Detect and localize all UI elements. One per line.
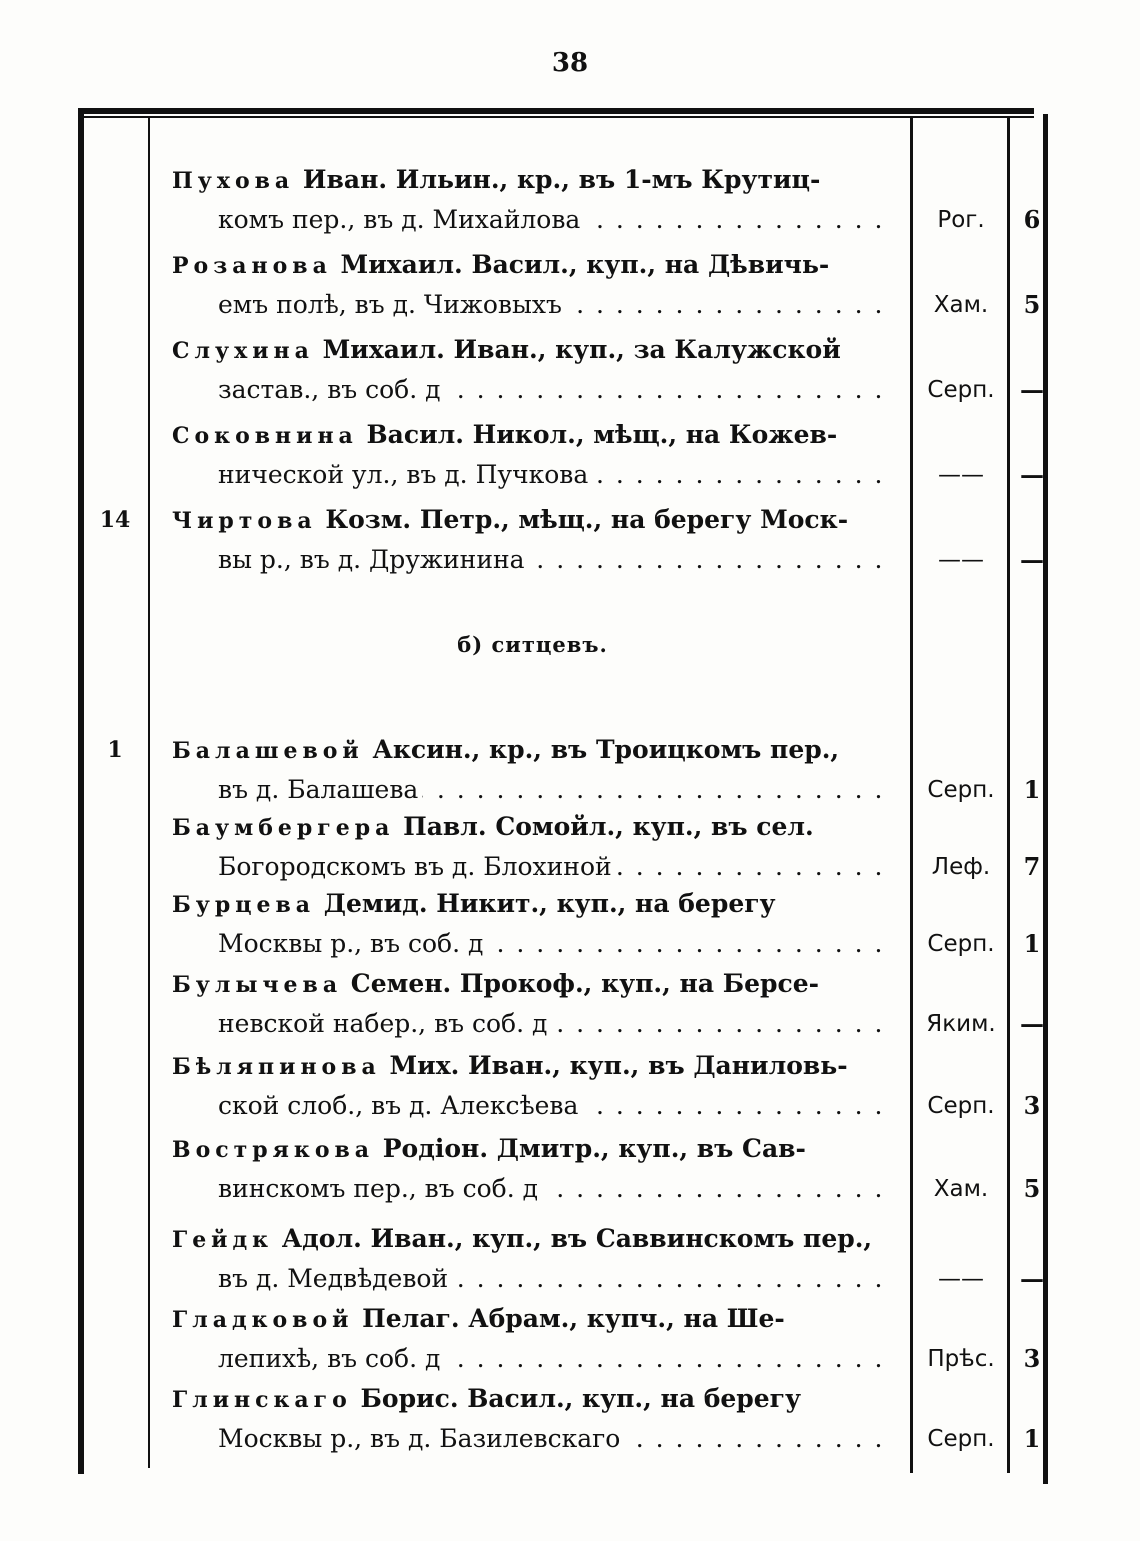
entry-text: Демид. Никит., куп., на берегу (315, 889, 776, 918)
entry-surname: Балашевой (172, 738, 364, 764)
entry-text: Родіон. Дмитр., куп., въ Сав- (374, 1134, 806, 1163)
entry-part: 1 (1023, 929, 1041, 958)
table-row (0, 1129, 1140, 1207)
entry-text-continued: винскомъ пер., въ соб. д (218, 1174, 542, 1203)
entry-surname: Пухова (172, 168, 295, 194)
table-row (0, 1046, 1140, 1124)
entry-surname: Слухина (172, 338, 314, 364)
entry-surname: Бурцева (172, 892, 316, 918)
entry-text-continued: нической ул., въ д. Пучкова (218, 460, 592, 489)
entry-number: 1 (107, 737, 123, 763)
entry-text-continued: Москвы р., въ соб. д (218, 929, 487, 958)
table-row (0, 1299, 1140, 1377)
entry-text: Адол. Иван., куп., въ Саввинскомъ пер., (273, 1224, 873, 1253)
entry-part: 7 (1023, 852, 1041, 881)
entry-part: 3 (1023, 1091, 1041, 1120)
entry-district: —— (938, 1266, 984, 1292)
entry-part: — (1020, 460, 1044, 489)
table-row (0, 964, 1140, 1042)
page-number: 38 (551, 48, 589, 78)
entry-district: Рог. (937, 207, 985, 233)
entry-district: Серп. (927, 377, 995, 403)
entry-surname: Булычева (172, 972, 343, 998)
entry-text: Мих. Иван., куп., въ Даниловь- (380, 1051, 848, 1080)
entry-district: —— (938, 462, 984, 488)
entry-part: — (1020, 545, 1044, 574)
entry-text: Борис. Васил., куп., на берегу (351, 1384, 802, 1413)
entry-text-continued: невской набер., въ соб. д (218, 1009, 551, 1038)
entry-district: Хам. (933, 1176, 989, 1202)
entry-text-continued: емъ полѣ, въ д. Чижовыхъ (218, 290, 566, 319)
entry-surname: Глинскаго (172, 1387, 352, 1413)
table-row (0, 1379, 1140, 1457)
entry-text-continued: застав., въ соб. д (218, 375, 445, 404)
entry-surname: Соковнина (172, 423, 358, 449)
top-rule (78, 108, 1034, 114)
table-row (0, 807, 1140, 885)
entry-district: Леф. (931, 854, 991, 880)
entry-part: 1 (1023, 775, 1041, 804)
table-row (0, 1219, 1140, 1297)
entry-surname: Гейдк (172, 1227, 274, 1253)
entry-part: 5 (1023, 290, 1041, 319)
entry-text-continued: Богородскомъ въ д. Блохиной (218, 852, 616, 881)
table-row (0, 160, 1140, 238)
entry-district: Серп. (927, 1093, 995, 1119)
entry-district: Серп. (927, 931, 995, 957)
entry-district: Прѣс. (927, 1346, 995, 1372)
table-row (0, 330, 1140, 408)
entry-text: Васил. Никол., мѣщ., на Кожев- (357, 420, 838, 449)
entry-text-continued: комъ пер., въ д. Михайлова (218, 205, 584, 234)
table-row (0, 884, 1140, 962)
entry-text: Аксин., кр., въ Троицкомъ пер., (363, 735, 840, 764)
entry-district: Серп. (927, 1426, 995, 1452)
entry-text-continued: Москвы р., въ д. Базилевскаго (218, 1424, 624, 1453)
entry-text: Михаил. Васил., куп., на Дѣвичь- (331, 250, 830, 279)
entry-text-continued: въ д. Балашева (218, 775, 422, 804)
entry-surname: Вострякова (172, 1137, 375, 1163)
entry-surname: Гладковой (172, 1307, 354, 1333)
register-table (0, 150, 1140, 1480)
entry-text-continued: вы р., въ д. Дружинина (218, 545, 529, 574)
entry-district: Яким. (926, 1011, 996, 1037)
top-rule-thin (78, 116, 1034, 118)
entry-surname: Баумбергера (172, 815, 395, 841)
entry-part: — (1020, 1264, 1044, 1293)
entry-text-continued: лепихѣ, въ соб. д (218, 1344, 444, 1373)
entry-part: — (1020, 375, 1044, 404)
entry-text: Семен. Прокоф., куп., на Берсе- (342, 969, 819, 998)
entry-part: 3 (1023, 1344, 1041, 1373)
entry-text: Михаил. Иван., куп., за Калужской (313, 335, 841, 364)
entry-part: 6 (1023, 205, 1041, 234)
table-row (0, 500, 1140, 578)
entry-district: Серп. (927, 777, 995, 803)
entry-surname: Розанова (172, 253, 332, 279)
entry-text: Пелаг. Абрам., купч., на Ше- (353, 1304, 785, 1333)
entry-text: Павл. Сомойл., куп., въ сел. (394, 812, 814, 841)
entry-text: Иван. Ильин., кр., въ 1-мъ Крутиц- (294, 165, 821, 194)
entry-part: 5 (1023, 1174, 1041, 1203)
table-row (0, 730, 1140, 808)
entry-district: Хам. (933, 292, 989, 318)
table-row (0, 415, 1140, 493)
entry-text-continued: въ д. Медвѣдевой (218, 1264, 452, 1293)
entry-part: 1 (1023, 1424, 1041, 1453)
entry-part: — (1020, 1009, 1044, 1038)
entry-text-continued: ской слоб., въ д. Алексѣева (218, 1091, 582, 1120)
entry-number: 14 (99, 507, 131, 533)
entry-surname: Бѣляпинова (172, 1054, 381, 1080)
entry-text: Козм. Петр., мѣщ., на берегу Моск- (316, 505, 849, 534)
section-heading: б) ситцевъ. (457, 632, 608, 657)
entry-district: —— (938, 547, 984, 573)
table-row (0, 245, 1140, 323)
entry-surname: Чиртова (172, 508, 317, 534)
